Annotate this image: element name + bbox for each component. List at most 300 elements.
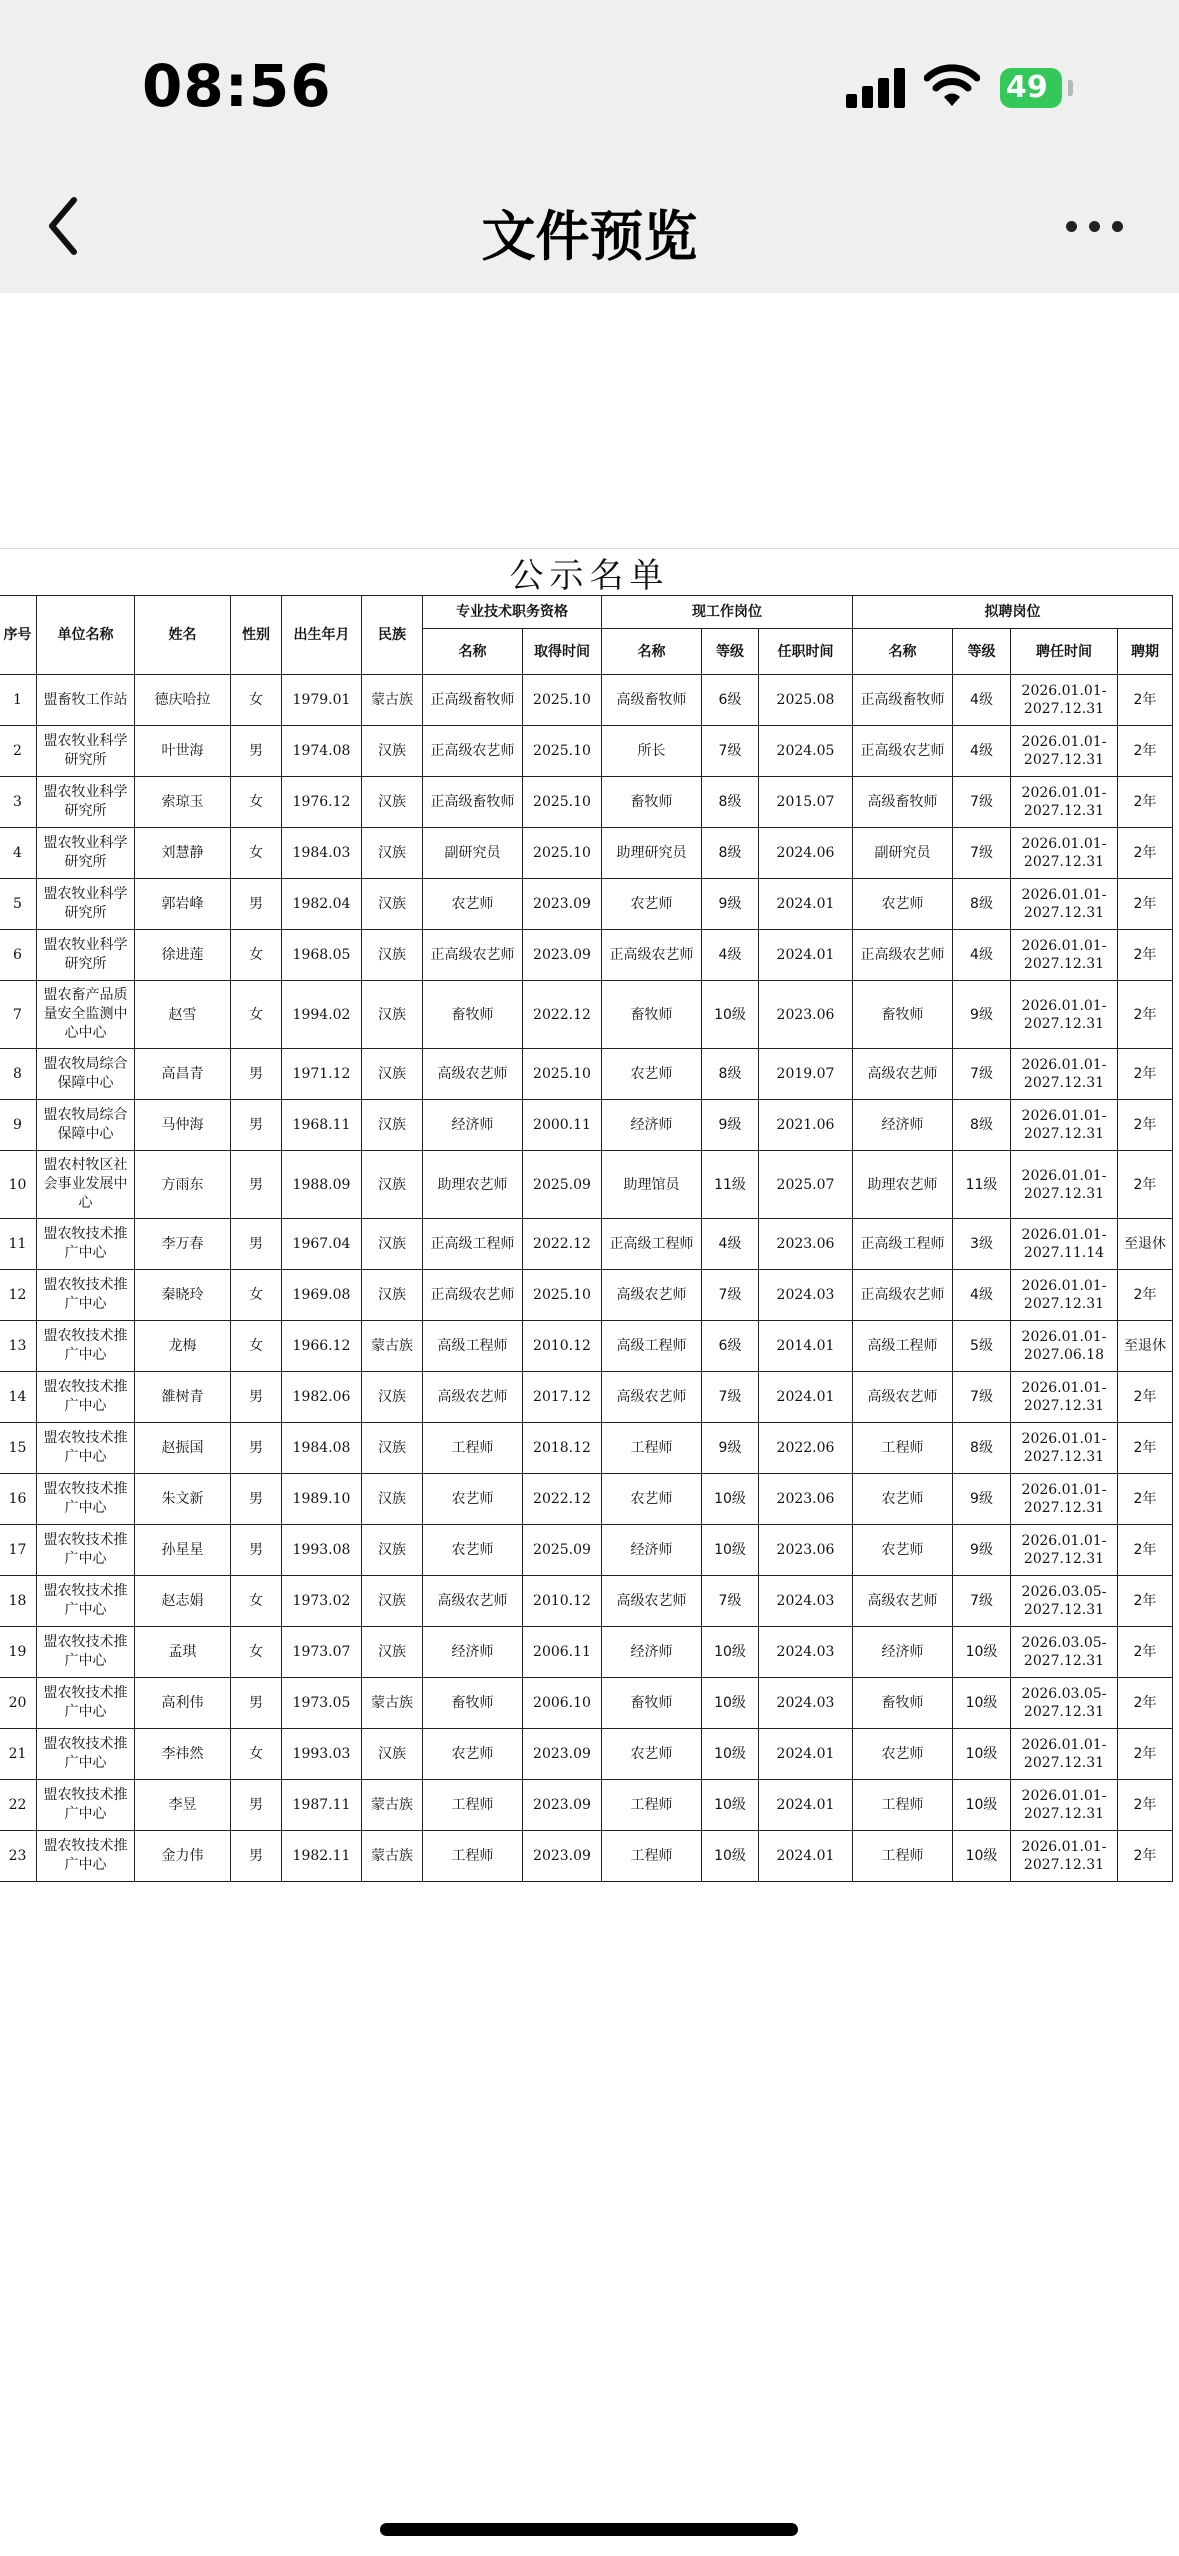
cell-ethnicity: 汉族 <box>362 1372 423 1423</box>
cell-qual-name: 正高级畜牧师 <box>423 777 523 828</box>
cell-seq: 14 <box>0 1372 37 1423</box>
cell-unit: 盟农牧技术推广中心 <box>37 1321 135 1372</box>
cellular-signal-icon <box>846 68 906 108</box>
cell-gender: 男 <box>231 1474 282 1525</box>
cell-prop-name: 正高级农艺师 <box>853 930 953 981</box>
cell-prop-time: 2026.01.01-2027.12.31 <box>1011 1831 1118 1882</box>
col-qual-name: 名称 <box>423 629 523 675</box>
cell-birth: 1984.08 <box>282 1423 362 1474</box>
cell-prop-time: 2026.01.01-2027.12.31 <box>1011 930 1118 981</box>
cell-cur-level: 9级 <box>702 1100 759 1151</box>
cell-ethnicity: 汉族 <box>362 1627 423 1678</box>
col-prop-name: 名称 <box>853 629 953 675</box>
cell-prop-level: 7级 <box>953 828 1011 879</box>
cell-unit: 盟农牧技术推广中心 <box>37 1729 135 1780</box>
cell-prop-level: 9级 <box>953 1525 1011 1576</box>
cell-prop-term: 2年 <box>1118 675 1173 726</box>
cell-cur-level: 10级 <box>702 1525 759 1576</box>
table-row <box>0 1627 1173 1678</box>
cell-unit: 盟农牧技术推广中心 <box>37 1474 135 1525</box>
cell-cur-date: 2024.03 <box>759 1576 853 1627</box>
cell-gender: 女 <box>231 1270 282 1321</box>
cell-qual-name: 正高级农艺师 <box>423 1270 523 1321</box>
cell-birth: 1988.09 <box>282 1151 362 1219</box>
cell-prop-level: 4级 <box>953 1270 1011 1321</box>
cell-cur-name: 高级工程师 <box>602 1321 702 1372</box>
cell-cur-level: 8级 <box>702 1049 759 1100</box>
cell-cur-level: 10级 <box>702 1780 759 1831</box>
cell-birth: 1982.04 <box>282 879 362 930</box>
table-row <box>0 1678 1173 1729</box>
cell-prop-term: 2年 <box>1118 1474 1173 1525</box>
cell-qual-name: 畜牧师 <box>423 1678 523 1729</box>
cell-qual-name: 高级农艺师 <box>423 1372 523 1423</box>
cell-prop-name: 农艺师 <box>853 879 953 930</box>
cell-seq: 2 <box>0 726 37 777</box>
cell-gender: 男 <box>231 1151 282 1219</box>
cell-prop-time: 2026.01.01-2027.12.31 <box>1011 1423 1118 1474</box>
cell-cur-name: 经济师 <box>602 1525 702 1576</box>
cell-prop-name: 畜牧师 <box>853 1678 953 1729</box>
cell-seq: 17 <box>0 1525 37 1576</box>
cell-seq: 9 <box>0 1100 37 1151</box>
cell-cur-date: 2022.06 <box>759 1423 853 1474</box>
cell-prop-term: 2年 <box>1118 1100 1173 1151</box>
cell-prop-level: 10级 <box>953 1780 1011 1831</box>
cell-seq: 16 <box>0 1474 37 1525</box>
cell-prop-time: 2026.01.01-2027.12.31 <box>1011 1729 1118 1780</box>
cell-prop-name: 工程师 <box>853 1780 953 1831</box>
cell-ethnicity: 汉族 <box>362 1576 423 1627</box>
cell-cur-name: 农艺师 <box>602 1729 702 1780</box>
battery-cap <box>1068 80 1073 96</box>
cell-birth: 1973.05 <box>282 1678 362 1729</box>
cell-cur-name: 农艺师 <box>602 1049 702 1100</box>
cell-cur-date: 2021.06 <box>759 1100 853 1151</box>
cell-cur-name: 高级畜牧师 <box>602 675 702 726</box>
cell-cur-level: 10级 <box>702 981 759 1049</box>
col-cur-name: 名称 <box>602 629 702 675</box>
cell-prop-level: 10级 <box>953 1678 1011 1729</box>
col-qual-date: 取得时间 <box>523 629 602 675</box>
cell-prop-term: 至退休 <box>1118 1321 1173 1372</box>
table-row <box>0 1423 1173 1474</box>
cell-name: 索琼玉 <box>135 777 231 828</box>
cell-prop-time: 2026.01.01-2027.12.31 <box>1011 879 1118 930</box>
cell-prop-level: 9级 <box>953 981 1011 1049</box>
cell-seq: 1 <box>0 675 37 726</box>
cell-birth: 1968.05 <box>282 930 362 981</box>
cell-name: 龙梅 <box>135 1321 231 1372</box>
cell-seq: 22 <box>0 1780 37 1831</box>
cell-seq: 23 <box>0 1831 37 1882</box>
cell-birth: 1973.07 <box>282 1627 362 1678</box>
cell-ethnicity: 汉族 <box>362 1100 423 1151</box>
cell-unit: 盟农牧技术推广中心 <box>37 1831 135 1882</box>
cell-prop-name: 高级畜牧师 <box>853 777 953 828</box>
cell-cur-date: 2024.01 <box>759 1831 853 1882</box>
cell-qual-date: 2023.09 <box>523 879 602 930</box>
cell-cur-level: 7级 <box>702 1576 759 1627</box>
cell-cur-level: 10级 <box>702 1627 759 1678</box>
table-row <box>0 828 1173 879</box>
cell-gender: 女 <box>231 981 282 1049</box>
cell-ethnicity: 汉族 <box>362 1151 423 1219</box>
cell-qual-date: 2022.12 <box>523 1219 602 1270</box>
cell-prop-time: 2026.01.01-2027.12.31 <box>1011 726 1118 777</box>
cell-prop-level: 4级 <box>953 930 1011 981</box>
cell-unit: 盟农牧局综合保障中心 <box>37 1049 135 1100</box>
cell-prop-name: 高级农艺师 <box>853 1372 953 1423</box>
cell-gender: 女 <box>231 777 282 828</box>
cell-prop-name: 助理农艺师 <box>853 1151 953 1219</box>
more-dot-icon <box>1066 221 1077 232</box>
cell-prop-level: 10级 <box>953 1627 1011 1678</box>
cell-cur-level: 10级 <box>702 1474 759 1525</box>
cell-qual-name: 正高级农艺师 <box>423 930 523 981</box>
cell-seq: 11 <box>0 1219 37 1270</box>
cell-gender: 女 <box>231 1627 282 1678</box>
cell-qual-name: 高级工程师 <box>423 1321 523 1372</box>
cell-prop-name: 农艺师 <box>853 1474 953 1525</box>
cell-prop-term: 2年 <box>1118 777 1173 828</box>
cell-seq: 6 <box>0 930 37 981</box>
cell-cur-name: 正高级工程师 <box>602 1219 702 1270</box>
cell-cur-date: 2024.01 <box>759 1372 853 1423</box>
cell-cur-date: 2015.07 <box>759 777 853 828</box>
table-row <box>0 1100 1173 1151</box>
cell-birth: 1993.03 <box>282 1729 362 1780</box>
cell-unit: 盟农牧业科学研究所 <box>37 930 135 981</box>
status-time: 08:56 <box>142 52 332 120</box>
cell-prop-time: 2026.03.05-2027.12.31 <box>1011 1576 1118 1627</box>
cell-qual-name: 农艺师 <box>423 1525 523 1576</box>
cell-prop-level: 7级 <box>953 1372 1011 1423</box>
cell-seq: 8 <box>0 1049 37 1100</box>
cell-unit: 盟农牧技术推广中心 <box>37 1780 135 1831</box>
cell-prop-name: 正高级工程师 <box>853 1219 953 1270</box>
cell-unit: 盟农牧技术推广中心 <box>37 1627 135 1678</box>
cell-qual-name: 农艺师 <box>423 879 523 930</box>
cell-prop-term: 2年 <box>1118 1049 1173 1100</box>
cell-birth: 1976.12 <box>282 777 362 828</box>
table-row <box>0 1780 1173 1831</box>
cell-qual-date: 2025.10 <box>523 726 602 777</box>
cell-name: 李祎然 <box>135 1729 231 1780</box>
cell-birth: 1982.11 <box>282 1831 362 1882</box>
cell-qual-name: 工程师 <box>423 1780 523 1831</box>
cell-cur-level: 6级 <box>702 675 759 726</box>
cell-prop-name: 高级农艺师 <box>853 1049 953 1100</box>
cell-gender: 男 <box>231 879 282 930</box>
cell-seq: 12 <box>0 1270 37 1321</box>
cell-seq: 19 <box>0 1627 37 1678</box>
cell-cur-name: 农艺师 <box>602 879 702 930</box>
table-row <box>0 726 1173 777</box>
cell-prop-time: 2026.01.01-2027.12.31 <box>1011 1270 1118 1321</box>
cell-unit: 盟农牧业科学研究所 <box>37 726 135 777</box>
cell-unit: 盟农牧技术推广中心 <box>37 1270 135 1321</box>
col-cur-date: 任职时间 <box>759 629 853 675</box>
cell-cur-name: 畜牧师 <box>602 1678 702 1729</box>
cell-prop-term: 至退休 <box>1118 1219 1173 1270</box>
cell-gender: 男 <box>231 1423 282 1474</box>
cell-cur-date: 2023.06 <box>759 1525 853 1576</box>
table-row <box>0 1372 1173 1423</box>
cell-ethnicity: 汉族 <box>362 1525 423 1576</box>
cell-qual-date: 2023.09 <box>523 930 602 981</box>
cell-birth: 1973.02 <box>282 1576 362 1627</box>
cell-gender: 女 <box>231 675 282 726</box>
cell-prop-level: 4级 <box>953 726 1011 777</box>
cell-seq: 18 <box>0 1576 37 1627</box>
cell-qual-date: 2025.10 <box>523 828 602 879</box>
cell-qual-name: 经济师 <box>423 1627 523 1678</box>
cell-prop-name: 农艺师 <box>853 1729 953 1780</box>
cell-name: 赵志娟 <box>135 1576 231 1627</box>
cell-cur-level: 9级 <box>702 1423 759 1474</box>
cell-seq: 5 <box>0 879 37 930</box>
cell-qual-name: 工程师 <box>423 1831 523 1882</box>
cell-name: 金力伟 <box>135 1831 231 1882</box>
cell-unit: 盟农牧业科学研究所 <box>37 828 135 879</box>
cell-name: 叶世海 <box>135 726 231 777</box>
col-prop-time: 聘任时间 <box>1011 629 1118 675</box>
cell-qual-name: 正高级畜牧师 <box>423 675 523 726</box>
cell-prop-time: 2026.01.01-2027.06.18 <box>1011 1321 1118 1372</box>
cell-cur-name: 工程师 <box>602 1831 702 1882</box>
cell-prop-level: 9级 <box>953 1474 1011 1525</box>
cell-cur-name: 助理馆员 <box>602 1151 702 1219</box>
col-birth: 出生年月 <box>282 596 362 675</box>
cell-cur-date: 2023.06 <box>759 981 853 1049</box>
col-ethnicity: 民族 <box>362 596 423 675</box>
cell-qual-name: 农艺师 <box>423 1729 523 1780</box>
cell-prop-level: 5级 <box>953 1321 1011 1372</box>
table-row <box>0 1576 1173 1627</box>
cell-prop-name: 正高级农艺师 <box>853 726 953 777</box>
cell-prop-time: 2026.01.01-2027.12.31 <box>1011 1372 1118 1423</box>
col-unit: 单位名称 <box>37 596 135 675</box>
cell-prop-level: 4级 <box>953 675 1011 726</box>
table-row <box>0 1219 1173 1270</box>
cell-qual-name: 高级农艺师 <box>423 1576 523 1627</box>
wifi-icon <box>924 62 980 108</box>
cell-seq: 7 <box>0 981 37 1049</box>
cell-qual-date: 2025.09 <box>523 1525 602 1576</box>
cell-prop-level: 7级 <box>953 1049 1011 1100</box>
cell-gender: 男 <box>231 1372 282 1423</box>
cell-name: 孙星星 <box>135 1525 231 1576</box>
cell-birth: 1994.02 <box>282 981 362 1049</box>
cell-prop-term: 2年 <box>1118 1627 1173 1678</box>
table-row <box>0 1151 1173 1219</box>
cell-birth: 1971.12 <box>282 1049 362 1100</box>
cell-prop-term: 2年 <box>1118 1270 1173 1321</box>
cell-gender: 女 <box>231 1576 282 1627</box>
cell-prop-level: 11级 <box>953 1151 1011 1219</box>
table-header-row <box>0 596 1173 629</box>
cell-ethnicity: 汉族 <box>362 1219 423 1270</box>
cell-gender: 女 <box>231 930 282 981</box>
cell-qual-date: 2022.12 <box>523 981 602 1049</box>
cell-unit: 盟农牧技术推广中心 <box>37 1372 135 1423</box>
cell-cur-date: 2025.08 <box>759 675 853 726</box>
cell-prop-term: 2年 <box>1118 930 1173 981</box>
more-dot-icon <box>1089 221 1100 232</box>
cell-gender: 女 <box>231 1729 282 1780</box>
cell-cur-name: 工程师 <box>602 1780 702 1831</box>
more-options-button[interactable] <box>1060 205 1130 245</box>
cell-gender: 女 <box>231 828 282 879</box>
cell-name: 马仲海 <box>135 1100 231 1151</box>
page-title: 文件预览 <box>481 205 698 268</box>
cell-unit: 盟农牧技术推广中心 <box>37 1576 135 1627</box>
cell-prop-time: 2026.01.01-2027.12.31 <box>1011 1525 1118 1576</box>
cell-ethnicity: 汉族 <box>362 1729 423 1780</box>
cell-prop-time: 2026.01.01-2027.12.31 <box>1011 777 1118 828</box>
battery-icon <box>1000 68 1062 108</box>
col-prop-term: 聘期 <box>1118 629 1173 675</box>
cell-cur-date: 2024.03 <box>759 1678 853 1729</box>
cell-qual-name: 正高级农艺师 <box>423 726 523 777</box>
cell-ethnicity: 汉族 <box>362 879 423 930</box>
cell-prop-name: 工程师 <box>853 1423 953 1474</box>
cell-ethnicity: 蒙古族 <box>362 1780 423 1831</box>
cell-prop-time: 2026.01.01-2027.12.31 <box>1011 675 1118 726</box>
cell-ethnicity: 蒙古族 <box>362 1831 423 1882</box>
cell-ethnicity: 汉族 <box>362 1474 423 1525</box>
cell-cur-date: 2024.03 <box>759 1627 853 1678</box>
cell-qual-date: 2022.12 <box>523 1474 602 1525</box>
cell-qual-date: 2023.09 <box>523 1729 602 1780</box>
cell-prop-time: 2026.01.01-2027.12.31 <box>1011 1151 1118 1219</box>
cell-prop-term: 2年 <box>1118 1780 1173 1831</box>
cell-cur-date: 2024.03 <box>759 1270 853 1321</box>
cell-ethnicity: 蒙古族 <box>362 1321 423 1372</box>
cell-ethnicity: 汉族 <box>362 930 423 981</box>
col-prop-level: 等级 <box>953 629 1011 675</box>
cell-gender: 男 <box>231 1831 282 1882</box>
cell-unit: 盟农牧技术推广中心 <box>37 1678 135 1729</box>
cell-cur-name: 所长 <box>602 726 702 777</box>
cell-prop-term: 2年 <box>1118 1831 1173 1882</box>
cell-prop-name: 经济师 <box>853 1627 953 1678</box>
cell-prop-term: 2年 <box>1118 879 1173 930</box>
cell-prop-name: 正高级畜牧师 <box>853 675 953 726</box>
cell-qual-name: 正高级工程师 <box>423 1219 523 1270</box>
cell-birth: 1989.10 <box>282 1474 362 1525</box>
cell-qual-date: 2006.10 <box>523 1678 602 1729</box>
cell-qual-name: 高级农艺师 <box>423 1049 523 1100</box>
cell-qual-name: 经济师 <box>423 1100 523 1151</box>
cell-ethnicity: 汉族 <box>362 828 423 879</box>
navigation-header <box>0 0 1179 293</box>
cell-seq: 13 <box>0 1321 37 1372</box>
cell-cur-name: 畜牧师 <box>602 777 702 828</box>
cell-unit: 盟农牧局综合保障中心 <box>37 1100 135 1151</box>
cell-name: 朱文新 <box>135 1474 231 1525</box>
cell-prop-time: 2026.01.01-2027.12.31 <box>1011 828 1118 879</box>
cell-gender: 男 <box>231 1100 282 1151</box>
cell-name: 高利伟 <box>135 1678 231 1729</box>
battery-level: 49 <box>1006 70 1048 105</box>
table-row <box>0 1525 1173 1576</box>
cell-cur-name: 经济师 <box>602 1100 702 1151</box>
table-row <box>0 981 1173 1049</box>
cell-prop-time: 2026.01.01-2027.12.31 <box>1011 1780 1118 1831</box>
cell-birth: 1979.01 <box>282 675 362 726</box>
col-group-qualification: 专业技术职务资格 <box>423 596 602 629</box>
cell-name: 孟琪 <box>135 1627 231 1678</box>
document-title: 公示名单 <box>509 556 670 596</box>
cell-cur-name: 助理研究员 <box>602 828 702 879</box>
cell-prop-level: 8级 <box>953 879 1011 930</box>
cell-seq: 21 <box>0 1729 37 1780</box>
cell-cur-name: 畜牧师 <box>602 981 702 1049</box>
cell-name: 赵振国 <box>135 1423 231 1474</box>
col-gender: 性别 <box>231 596 282 675</box>
cell-prop-term: 2年 <box>1118 1525 1173 1576</box>
cell-prop-name: 正高级农艺师 <box>853 1270 953 1321</box>
cell-prop-time: 2026.01.01-2027.12.31 <box>1011 1100 1118 1151</box>
cell-name: 李昱 <box>135 1780 231 1831</box>
cell-cur-level: 10级 <box>702 1729 759 1780</box>
cell-birth: 1974.08 <box>282 726 362 777</box>
cell-prop-level: 7级 <box>953 1576 1011 1627</box>
cell-cur-date: 2024.05 <box>759 726 853 777</box>
cell-prop-level: 7级 <box>953 777 1011 828</box>
cell-ethnicity: 汉族 <box>362 1049 423 1100</box>
cell-cur-name: 工程师 <box>602 1423 702 1474</box>
cell-name: 李万春 <box>135 1219 231 1270</box>
home-indicator[interactable] <box>380 2523 798 2536</box>
cell-gender: 男 <box>231 1780 282 1831</box>
table-row <box>0 1474 1173 1525</box>
cell-qual-name: 畜牧师 <box>423 981 523 1049</box>
cell-prop-term: 2年 <box>1118 981 1173 1049</box>
cell-prop-time: 2026.03.05-2027.12.31 <box>1011 1678 1118 1729</box>
cell-prop-name: 农艺师 <box>853 1525 953 1576</box>
cell-cur-name: 高级农艺师 <box>602 1270 702 1321</box>
cell-gender: 女 <box>231 1321 282 1372</box>
cell-gender: 男 <box>231 1525 282 1576</box>
cell-gender: 男 <box>231 1219 282 1270</box>
cell-gender: 男 <box>231 1049 282 1100</box>
cell-name: 雒树青 <box>135 1372 231 1423</box>
cell-birth: 1967.04 <box>282 1219 362 1270</box>
cell-cur-date: 2024.01 <box>759 879 853 930</box>
cell-unit: 盟农牧技术推广中心 <box>37 1525 135 1576</box>
cell-unit: 盟农村牧区社会事业发展中心 <box>37 1151 135 1219</box>
table-row <box>0 930 1173 981</box>
cell-qual-date: 2010.12 <box>523 1321 602 1372</box>
cell-birth: 1984.03 <box>282 828 362 879</box>
cell-prop-name: 副研究员 <box>853 828 953 879</box>
cell-name: 秦晓玲 <box>135 1270 231 1321</box>
cell-birth: 1966.12 <box>282 1321 362 1372</box>
cell-cur-name: 正高级农艺师 <box>602 930 702 981</box>
cell-name: 徐进莲 <box>135 930 231 981</box>
cell-ethnicity: 蒙古族 <box>362 675 423 726</box>
cell-cur-level: 10级 <box>702 1678 759 1729</box>
cell-qual-date: 2017.12 <box>523 1372 602 1423</box>
col-group-current-post: 现工作岗位 <box>602 596 853 629</box>
cell-prop-name: 工程师 <box>853 1831 953 1882</box>
cell-gender: 男 <box>231 726 282 777</box>
cell-prop-term: 2年 <box>1118 828 1173 879</box>
cell-qual-date: 2006.11 <box>523 1627 602 1678</box>
